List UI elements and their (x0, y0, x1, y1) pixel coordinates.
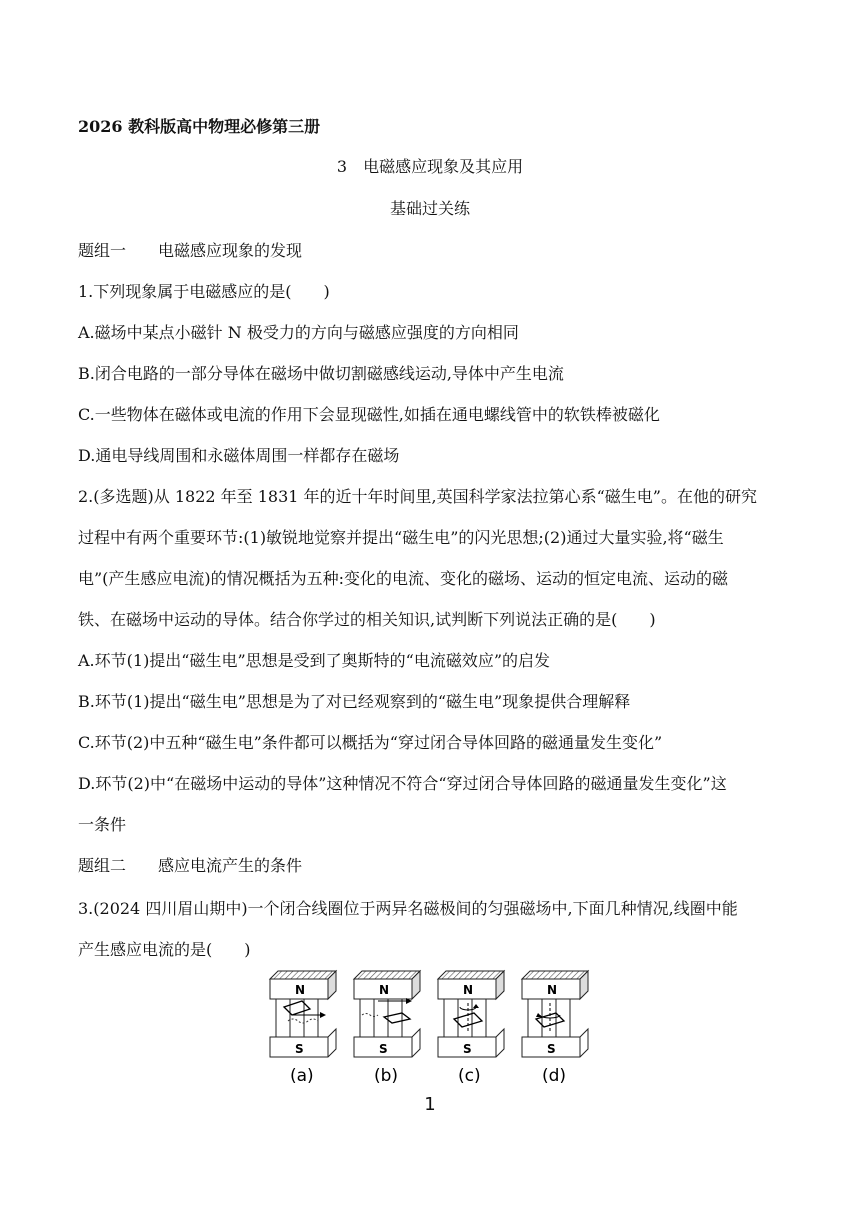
south-pole-label: S (379, 1042, 388, 1056)
figure-panel-b (354, 971, 420, 1086)
figure-label-b: (b) (374, 1066, 399, 1086)
question-2-stem-line: 电”(产生感应电流)的情况概括为五种:变化的电流、变化的磁场、运动的恒定电流、运动的磁 (78, 569, 729, 588)
question-2-option-b: B.环节(1)提出“磁生电”思想是为了对已经观察到的“磁生电”现象提供合理解释 (78, 692, 631, 711)
figure-label-c: (c) (458, 1066, 481, 1086)
question-2-option-c: C.环节(2)中五种“磁生电”条件都可以概括为“穿过闭合导体回路的磁通量发生变化” (78, 733, 663, 752)
question-3-stem-line: 产生感应电流的是( ) (78, 940, 251, 959)
question-1-stem: 1.下列现象属于电磁感应的是( ) (78, 282, 330, 301)
question-3-stem-line: 3.(2024 四川眉山期中)一个闭合线圈位于两异名磁极间的匀强磁场中,下面几种情况,线圈中能 (78, 899, 738, 918)
north-pole-label: N (463, 983, 474, 997)
group-heading-2: 题组二 感应电流产生的条件 (78, 856, 303, 875)
figure-panel-a (270, 971, 336, 1086)
section-title: 3 电磁感应现象及其应用 (336, 157, 524, 176)
book-title: 2026 教科版高中物理必修第三册 (78, 117, 321, 136)
south-pole-label: S (463, 1042, 472, 1056)
south-pole-label: S (295, 1042, 304, 1056)
figure-panel-d (522, 971, 588, 1086)
north-pole-label: N (547, 983, 558, 997)
question-1-option-b: B.闭合电路的一部分导体在磁场中做切割磁感线运动,导体中产生电流 (78, 364, 564, 383)
question-1-option-d: D.通电导线周围和永磁体周围一样都存在磁场 (78, 446, 400, 465)
question-2-stem-line: 2.(多选题)从 1822 年至 1831 年的近十年时间里,英国科学家法拉第心系“磁生电”。在他的研究 (78, 487, 757, 506)
north-pole-label: N (379, 983, 390, 997)
group-heading-1: 题组一 电磁感应现象的发现 (78, 241, 303, 260)
question-1-option-c: C.一些物体在磁体或电流的作用下会显现磁性,如插在通电螺线管中的软铁棒被磁化 (78, 405, 660, 424)
north-pole-label: N (295, 983, 306, 997)
subsection-title: 基础过关练 (389, 199, 470, 218)
figure-panel-c (438, 971, 504, 1086)
page-number: 1 (424, 1094, 436, 1115)
figure-label-a: (a) (290, 1066, 314, 1086)
south-pole-label: S (547, 1042, 556, 1056)
magnet-coil-figure (262, 966, 598, 1088)
question-2-stem-line: 过程中有两个重要环节:(1)敏锐地觉察并提出“磁生电”的闪光思想;(2)通过大量实验,将“磁生 (78, 528, 724, 547)
question-1-option-a: A.磁场中某点小磁针 N 极受力的方向与磁感应强度的方向相同 (78, 323, 519, 342)
question-2-option-d-continued: 一条件 (78, 815, 127, 834)
figure-label-d: (d) (542, 1066, 567, 1086)
question-2-option-a: A.环节(1)提出“磁生电”思想是受到了奥斯特的“电流磁效应”的启发 (78, 651, 551, 670)
question-2-option-d: D.环节(2)中“在磁场中运动的导体”这种情况不符合“穿过闭合导体回路的磁通量发生变化”这 (78, 774, 727, 793)
question-2-stem-line: 铁、在磁场中运动的导体。结合你学过的相关知识,试判断下列说法正确的是( ) (78, 610, 656, 629)
